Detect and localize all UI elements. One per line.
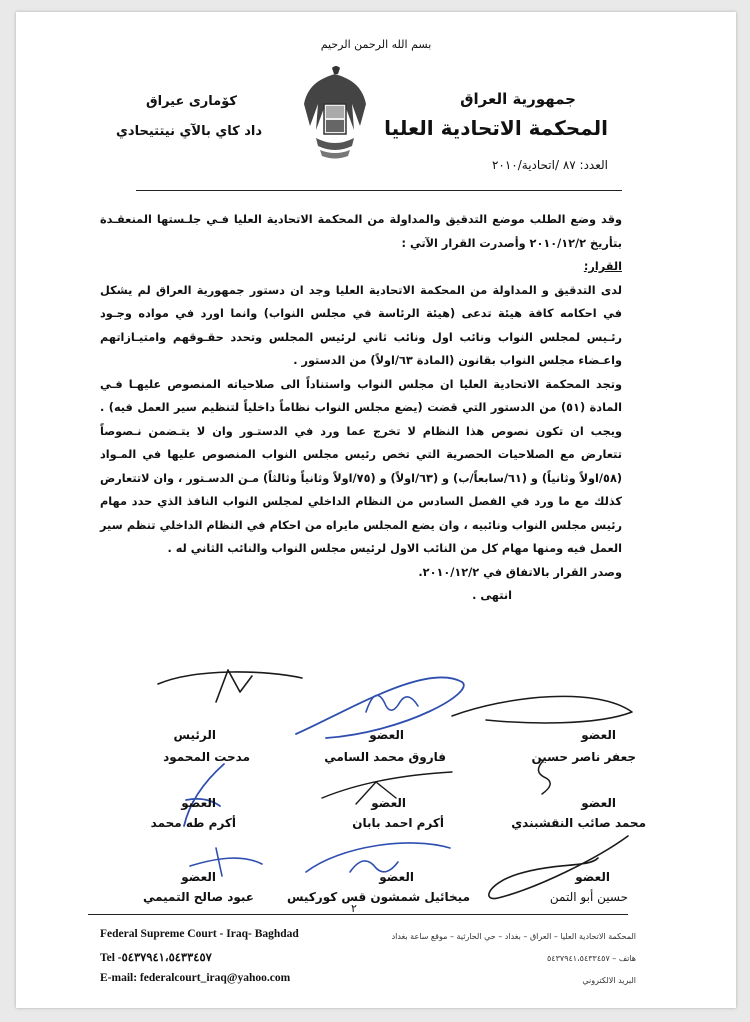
signatory-name: مدحت المحمود [163, 750, 250, 764]
signature-president [156, 662, 306, 702]
signatory-name: ميخائيل شمشون قس كوركيس [286, 890, 470, 904]
signatory-name: فاروق محمد السامي [324, 750, 446, 764]
decision-heading: القرار: [583, 260, 622, 273]
footer-address-arabic: المحكمة الاتحادية العليا – العراق – بغداد – حي الحارثية – موقع ساعة بغداد [391, 932, 636, 941]
signatory-name: عبود صالح التميمي [142, 890, 254, 904]
signatory-role: العضو [581, 728, 616, 742]
signatory-name: أكرم احمد بابان [352, 816, 444, 830]
decision-paragraph-3: وصدر القرار بالاتفاق في ٢٠١٠/١٢/٢. [418, 565, 622, 579]
signatory-role: العضو [371, 796, 406, 810]
country-name-arabic: جمهورية العراق [460, 90, 576, 108]
signatory-name: حسين أبو التمن [549, 890, 628, 904]
signature-member-3 [446, 680, 636, 730]
footer-email: E-mail: federalcourt_iraq@yahoo.com [100, 972, 291, 984]
decision-paragraph-1: لدى التدقيق و المداولة من المحكمة الاتحادية العليا وجد ان دستور جمهورية العراق لم يشكل في احكامه كافة هيئة تدعى (هيئة الرئاسة في مجلس النواب) وانما اورد في مواده وجـود رئـيس لمجلس النواب ونائب اول ونائب ثاني لرئيس المجلس وتحدد حقـوقهم وامتيـازاتهم واعـضاء مجلس النواب بقانون (المادة ٦٣/اولاً) من الدستور . [100, 283, 622, 367]
end-mark: انتهى . [472, 589, 512, 602]
court-name-kurdish: داد كاي بالآي نيتتيحادي [116, 124, 263, 139]
footer-court-name: Federal Supreme Court - Iraq- Baghdad [100, 928, 299, 940]
header-divider [136, 190, 622, 191]
eagle-emblem-icon [302, 64, 368, 166]
signatory-role: العضو [369, 728, 404, 742]
footer-divider [88, 914, 628, 915]
signatory-name: أكرم طه محمد [150, 816, 236, 830]
decision-paragraph-2: وتجد المحكمة الاتحادية العليا ان مجلس النواب واستناداً الى صلاحياته المنصوص عليهـا فـي المادة (٥١) من الدستور التي قضت (يضع مجلس النواب نظاماً داخلياً لتنظيم سير العمل فيه) . ويجب ان تكون نصوص هذا النظام لا تخرج عما ورد في الدستـور وان لا يتـضمن نـصوصاً تتعارض مع الصلاحيات الحصرية التي تخص رئيس مجلس النواب المنصوص عليها في المـواد (٥٨/اولاً وثانياً) و (٦١/سابعاً/ب) و (٦٣/اولاً) و (٧٥/اولاً وثانياً وثالثاً) مـن الدسـتور ، وان لاتتعارض كذلك مع ما ورد في الفصل السادس من النظام الداخلي لمجلس النواب النافذ الذي حدد مهام رئيس مجلس النواب ونائبيه ، وان يضع المجلس مايراه من احكام في النظام الداخلي تنظم سير العمل فيه ومنها مهام كل من النائب الاول لرئيس مجلس النواب والنائب الثاني له . [100, 377, 623, 555]
document-number: العدد: ٨٧ /اتحادية/٢٠١٠ [491, 158, 608, 172]
footer-telephone: Tel -٥٤٣٧٩٤١،٥٤٣٣٤٥٧ [100, 952, 212, 964]
footer-phone-arabic: هاتف – ٥٤٣٧٩٤١،٥٤٣٣٤٥٧ [547, 954, 636, 963]
decision-body [100, 208, 622, 608]
footer-email-label-arabic: البريد الالكتروني [582, 976, 636, 985]
signatory-role: الرئيس [173, 728, 216, 742]
signatory-role: العضو [575, 870, 610, 884]
document-page [16, 12, 736, 1008]
page-number: ٢ [351, 902, 357, 915]
signatory-role: العضو [181, 870, 216, 884]
intro-paragraph: وقد وضع الطلب موضع التدقيق والمداولة من المحكمة الاتحادية العليا فـي جلـستها المنعقـدة بتأريخ ٢٠١٠/١٢/٢ وأصدرت القرار الآتي : [100, 213, 622, 250]
basmala: بسم الله الرحمن الرحيم [320, 38, 432, 51]
country-name-kurdish: كۆماری عیراق [146, 94, 237, 109]
signatory-name: جعفر ناصر حسين [531, 750, 636, 764]
court-name-arabic: المحكمة الاتحادية العليا [384, 116, 608, 140]
signatory-role: العضو [181, 796, 216, 810]
signatory-name: محمد صائب النقشبندي [511, 816, 646, 830]
signatory-role: العضو [581, 796, 616, 810]
signatory-role: العضو [379, 870, 414, 884]
